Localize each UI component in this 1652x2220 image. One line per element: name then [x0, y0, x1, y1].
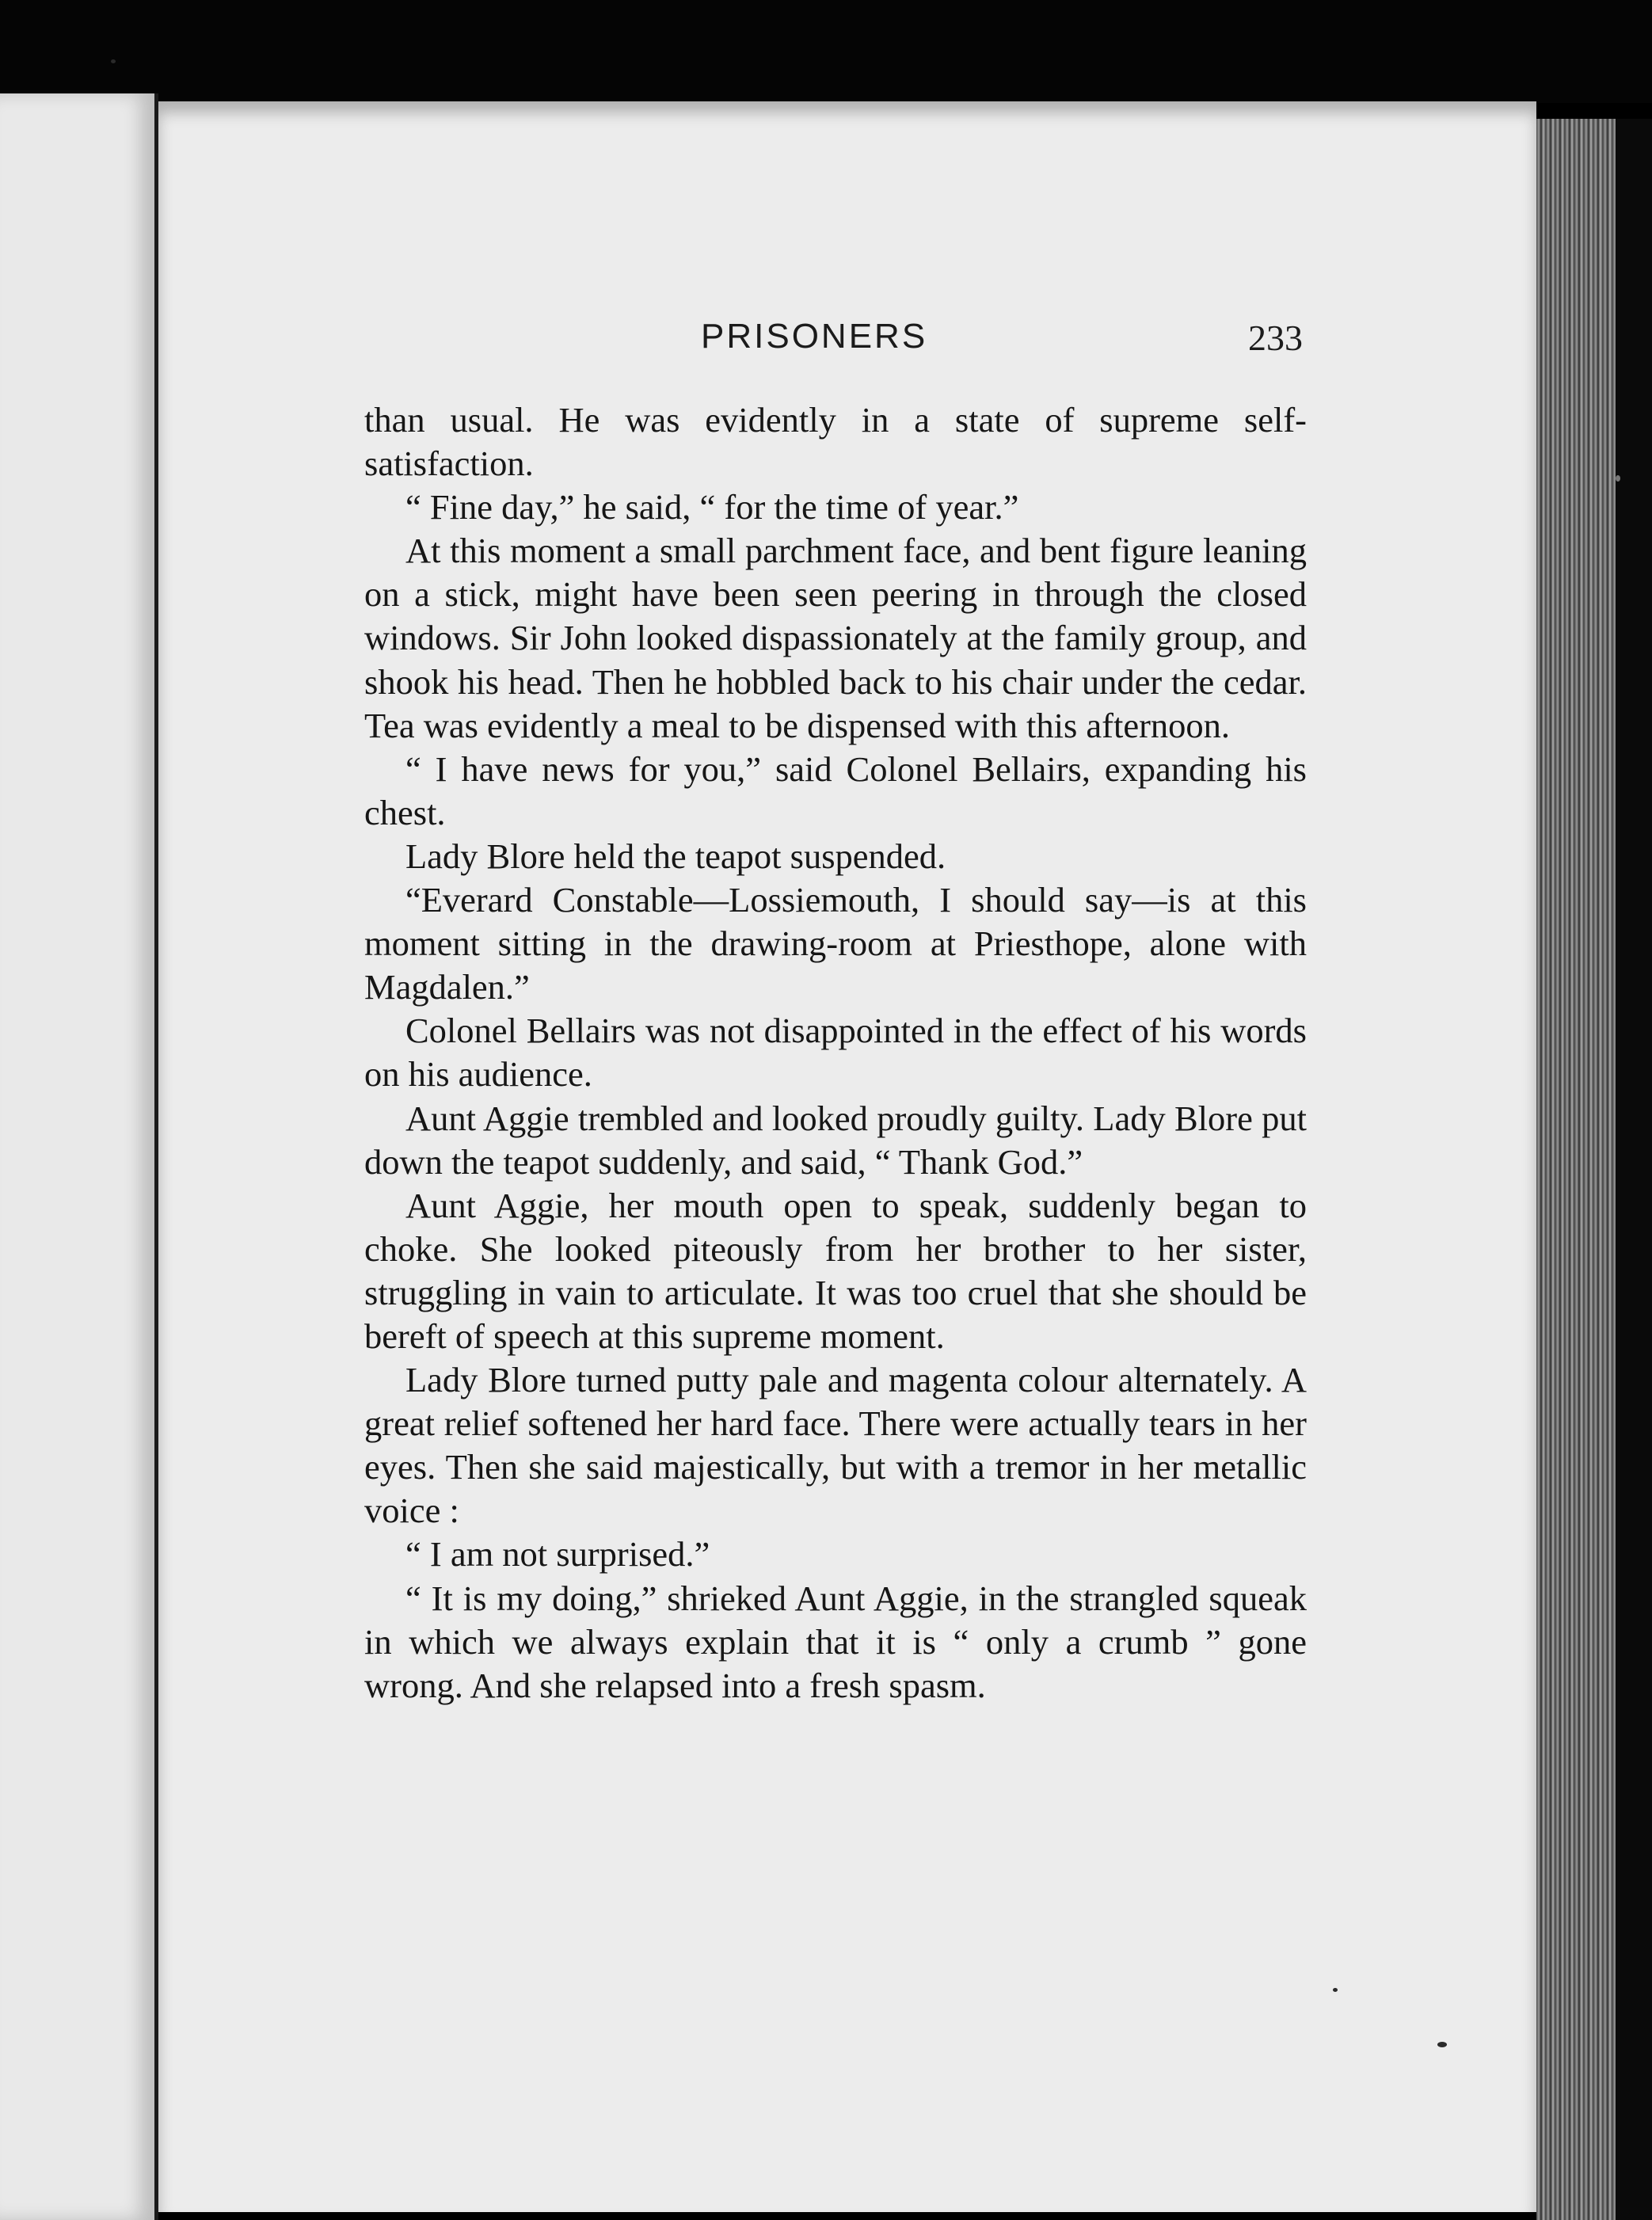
- paragraph: Aunt Aggie, her mouth open to speak, suddenly began to choke. She looked piteously from her brother to her sister, struggling in vain to articulate. It was too cruel that she should be bereft of speech at this supreme moment.: [364, 1185, 1307, 1356]
- paragraph: “ Fine day,” he said, “ for the time of year.”: [405, 487, 1019, 527]
- paragraph: “Everard Constable—Lossiemouth, I should say—is at this moment sitting in the drawing-room at Priesthope, alone with Magdalen.”: [364, 880, 1307, 1007]
- paragraph: Lady Blore held the teapot suspended.: [405, 836, 946, 876]
- paragraph: At this moment a small parchment face, and bent figure leaning on a stick, might have been seen peering in through the closed windows. Sir John looked dispassionately at the family group, and shook his head. Then he hobbled back to his chair under the cedar. Tea was evidently a meal to be dispensed with this afternoon.: [364, 531, 1307, 745]
- dust-speck: [111, 59, 116, 63]
- paragraph: Lady Blore turned putty pale and magenta colour alternately. A great relief softened her hard face. There were actually tears in her eyes. Then she said majestically, but with a tremor in her metallic voice :: [364, 1360, 1307, 1531]
- paragraph: than usual. He was evidently in a state of supreme self-satisfaction.: [364, 400, 1307, 484]
- running-title: PRISONERS: [701, 317, 928, 356]
- dust-speck: [1616, 475, 1620, 482]
- paragraph: “ I have news for you,” said Colonel Bellairs, expanding his chest.: [364, 748, 1307, 832]
- dust-speck: [1437, 2042, 1447, 2047]
- dust-speck: [1333, 1988, 1338, 1992]
- body-text: [364, 398, 1307, 1708]
- previous-page-edge: [0, 93, 158, 2220]
- running-head: [364, 317, 1303, 372]
- paragraph: “ It is my doing,” shrieked Aunt Aggie, in the strangled squeak in which we always explain that it is “ only a crumb ” gone wrong. And she relapsed into a fresh spasm.: [364, 1578, 1307, 1705]
- page-stack-edges: [1536, 119, 1652, 2220]
- paragraph: “ I am not surprised.”: [405, 1534, 710, 1575]
- paragraph: Aunt Aggie trembled and looked proudly guilty. Lady Blore put down the teapot suddenly, and said, “ Thank God.”: [364, 1098, 1307, 1182]
- page-number: 233: [1248, 318, 1303, 358]
- paragraph: Colonel Bellairs was not disappointed in the effect of his words on his audience.: [364, 1011, 1307, 1095]
- scan-background: [0, 0, 1652, 103]
